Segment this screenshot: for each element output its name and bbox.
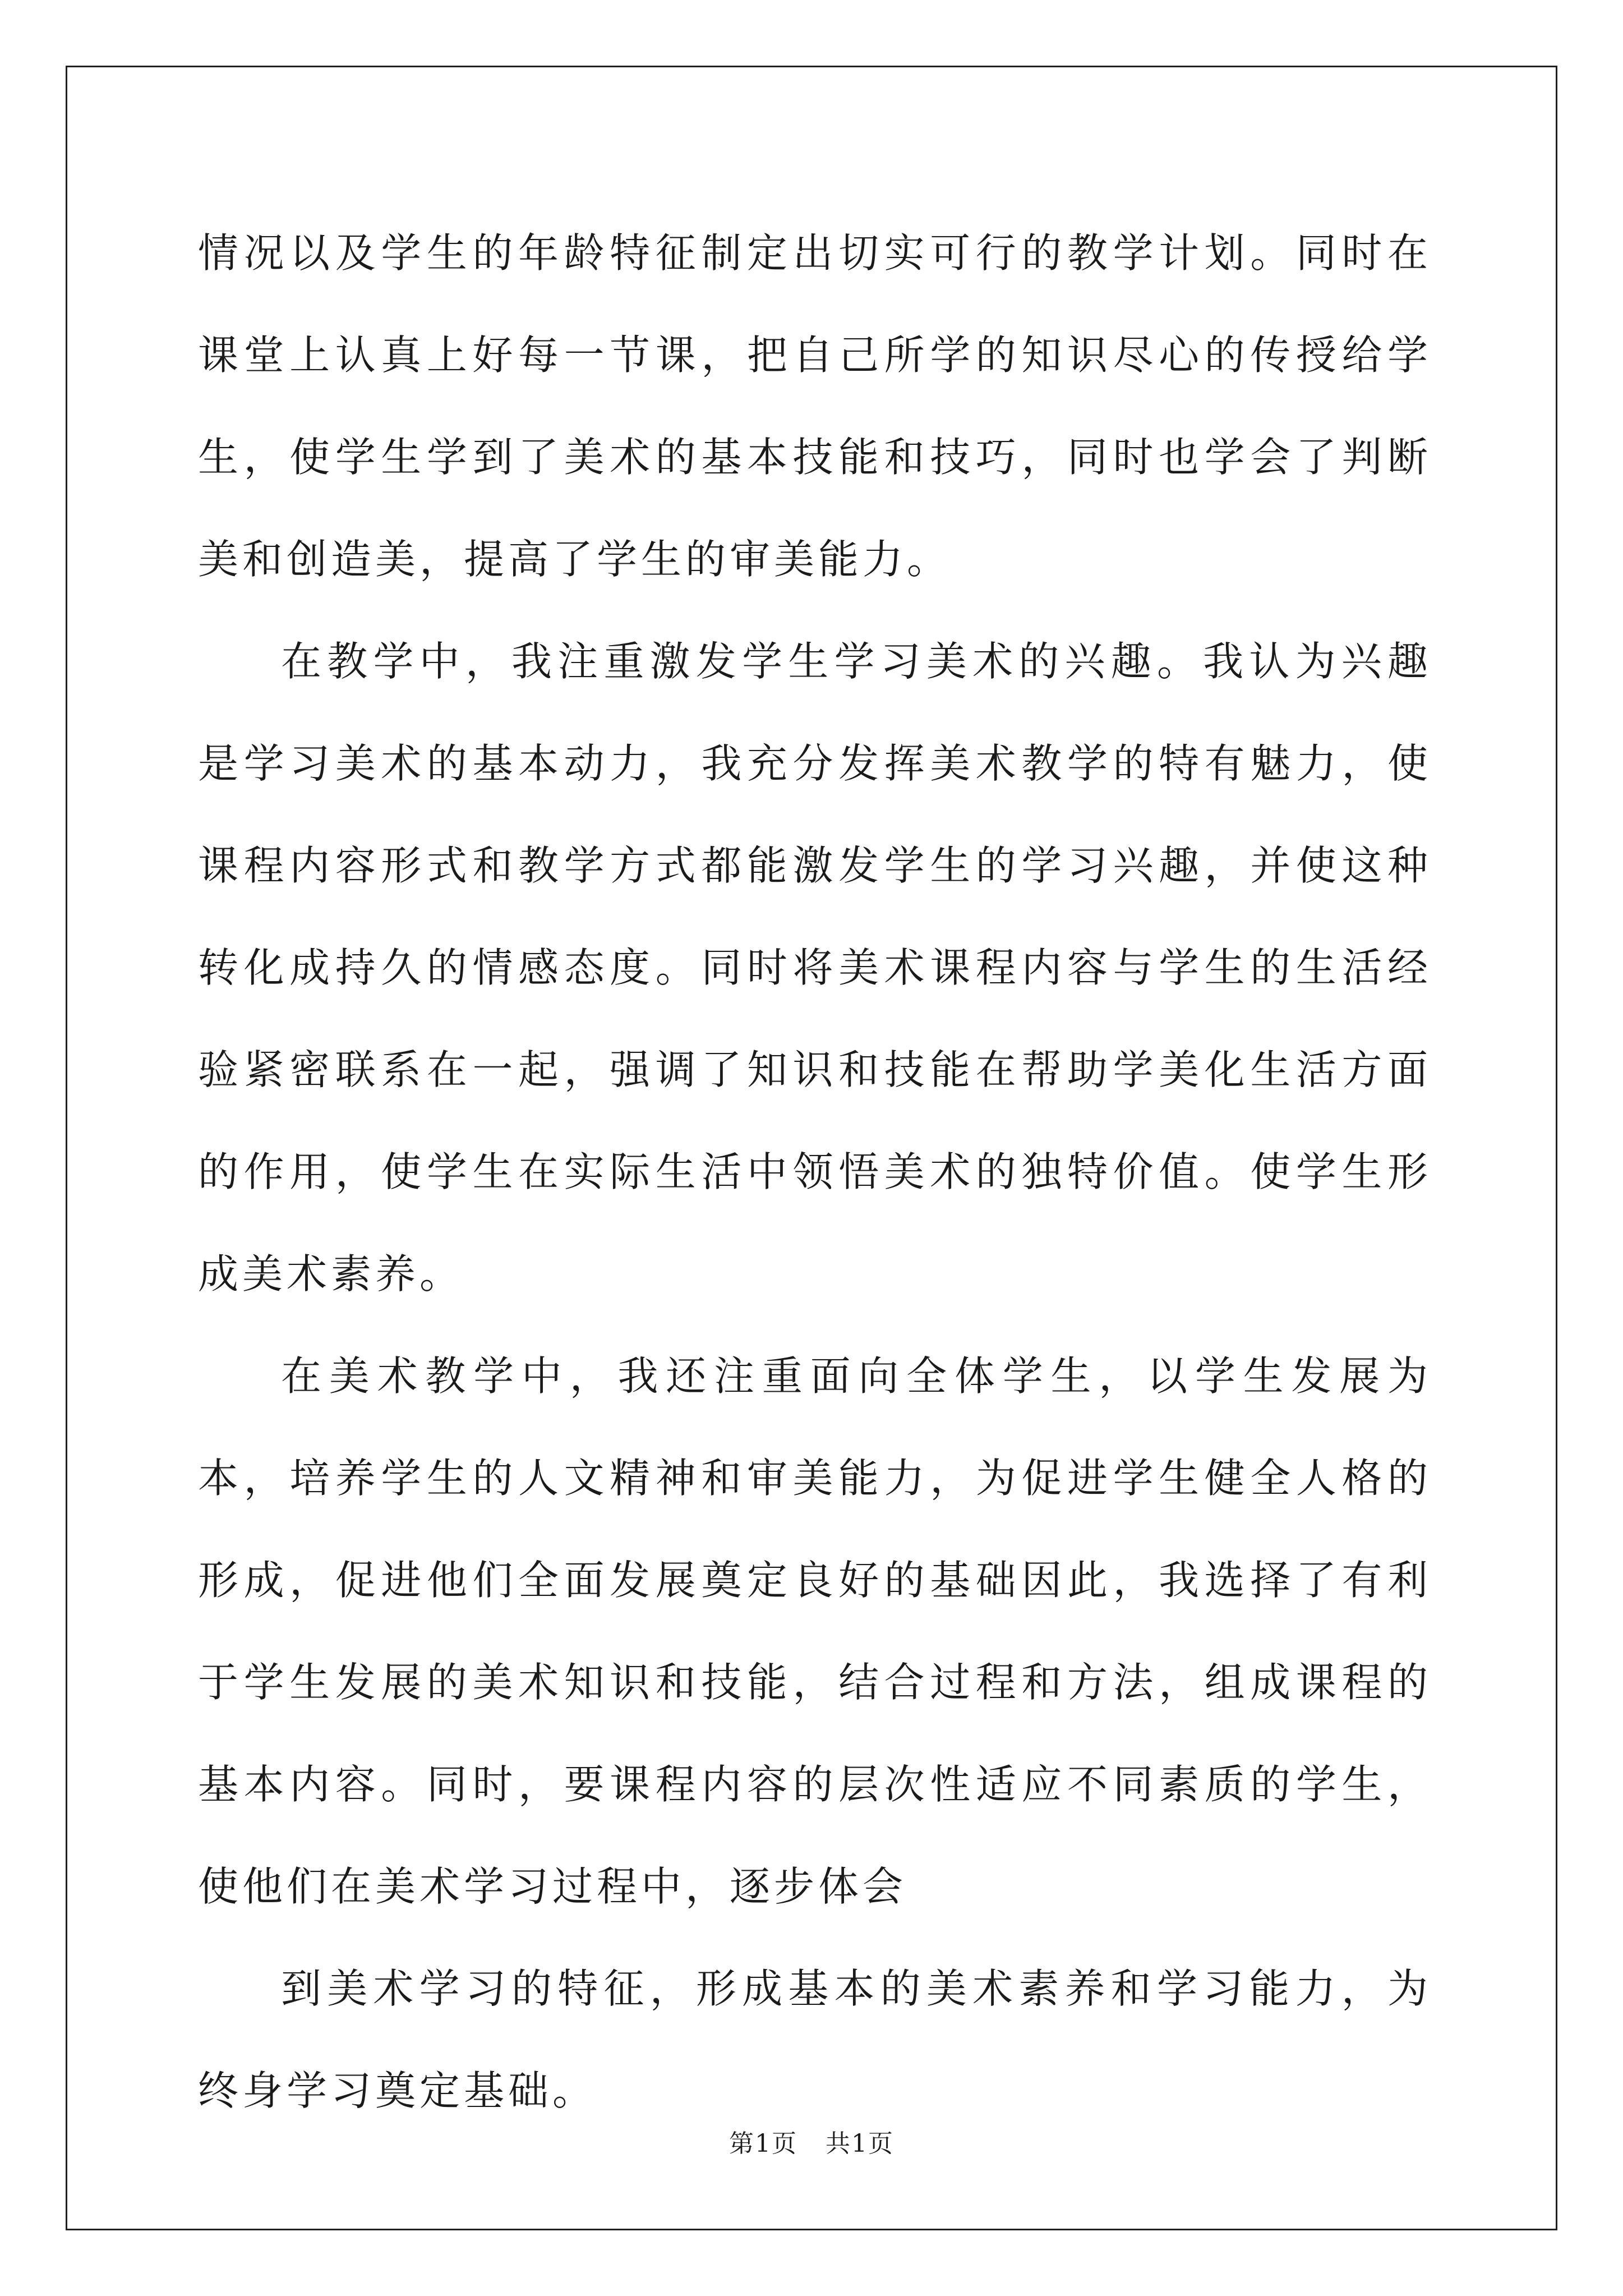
paragraph-2: 在教学中，我注重激发学生学习美术的兴趣。我认为兴趣是学习美术的基本动力，我充分发挥美术教学的特有魅力，使课程内容形式和教学方式都能激发学生的学习兴趣，并使这种转化成持久的情感态度。同时将美术课程内容与学生的生活经验紧密联系在一起，强调了知识和技能在帮助学美化生活方面的作用，使学生在实际生活中领悟美术的独特价值。使学生形成美术素养。 [198,638,1432,1297]
page-number-current: 第1页 [729,2129,797,2158]
page-number-total: 共1页 [826,2129,894,2158]
page-footer [0,2123,1623,2159]
paragraph-4: 到美术学习的特征，形成基本的美术素养和学习能力，为终身学习奠定基础。 [198,1965,1432,2114]
paragraph-3: 在美术教学中，我还注重面向全体学生，以学生发展为本，培养学生的人文精神和审美能力，为促进学生健全人格的形成，促进他们全面发展奠定良好的基础因此，我选择了有利于学生发展的美术知识和技能，结合过程和方法，组成课程的基本内容。同时，要课程内容的层次性适应不同素质的学生，使他们在美术学习过程中，逐步体会 [198,1352,1432,1910]
document-body [198,202,1432,2142]
paragraph-1: 情况以及学生的年龄特征制定出切实可行的教学计划。同时在课堂上认真上好每一节课，把自己所学的知识尽心的传授给学生，使学生学到了美术的基本技能和技巧，同时也学会了判断美和创造美，提高了学生的审美能力。 [198,229,1432,583]
